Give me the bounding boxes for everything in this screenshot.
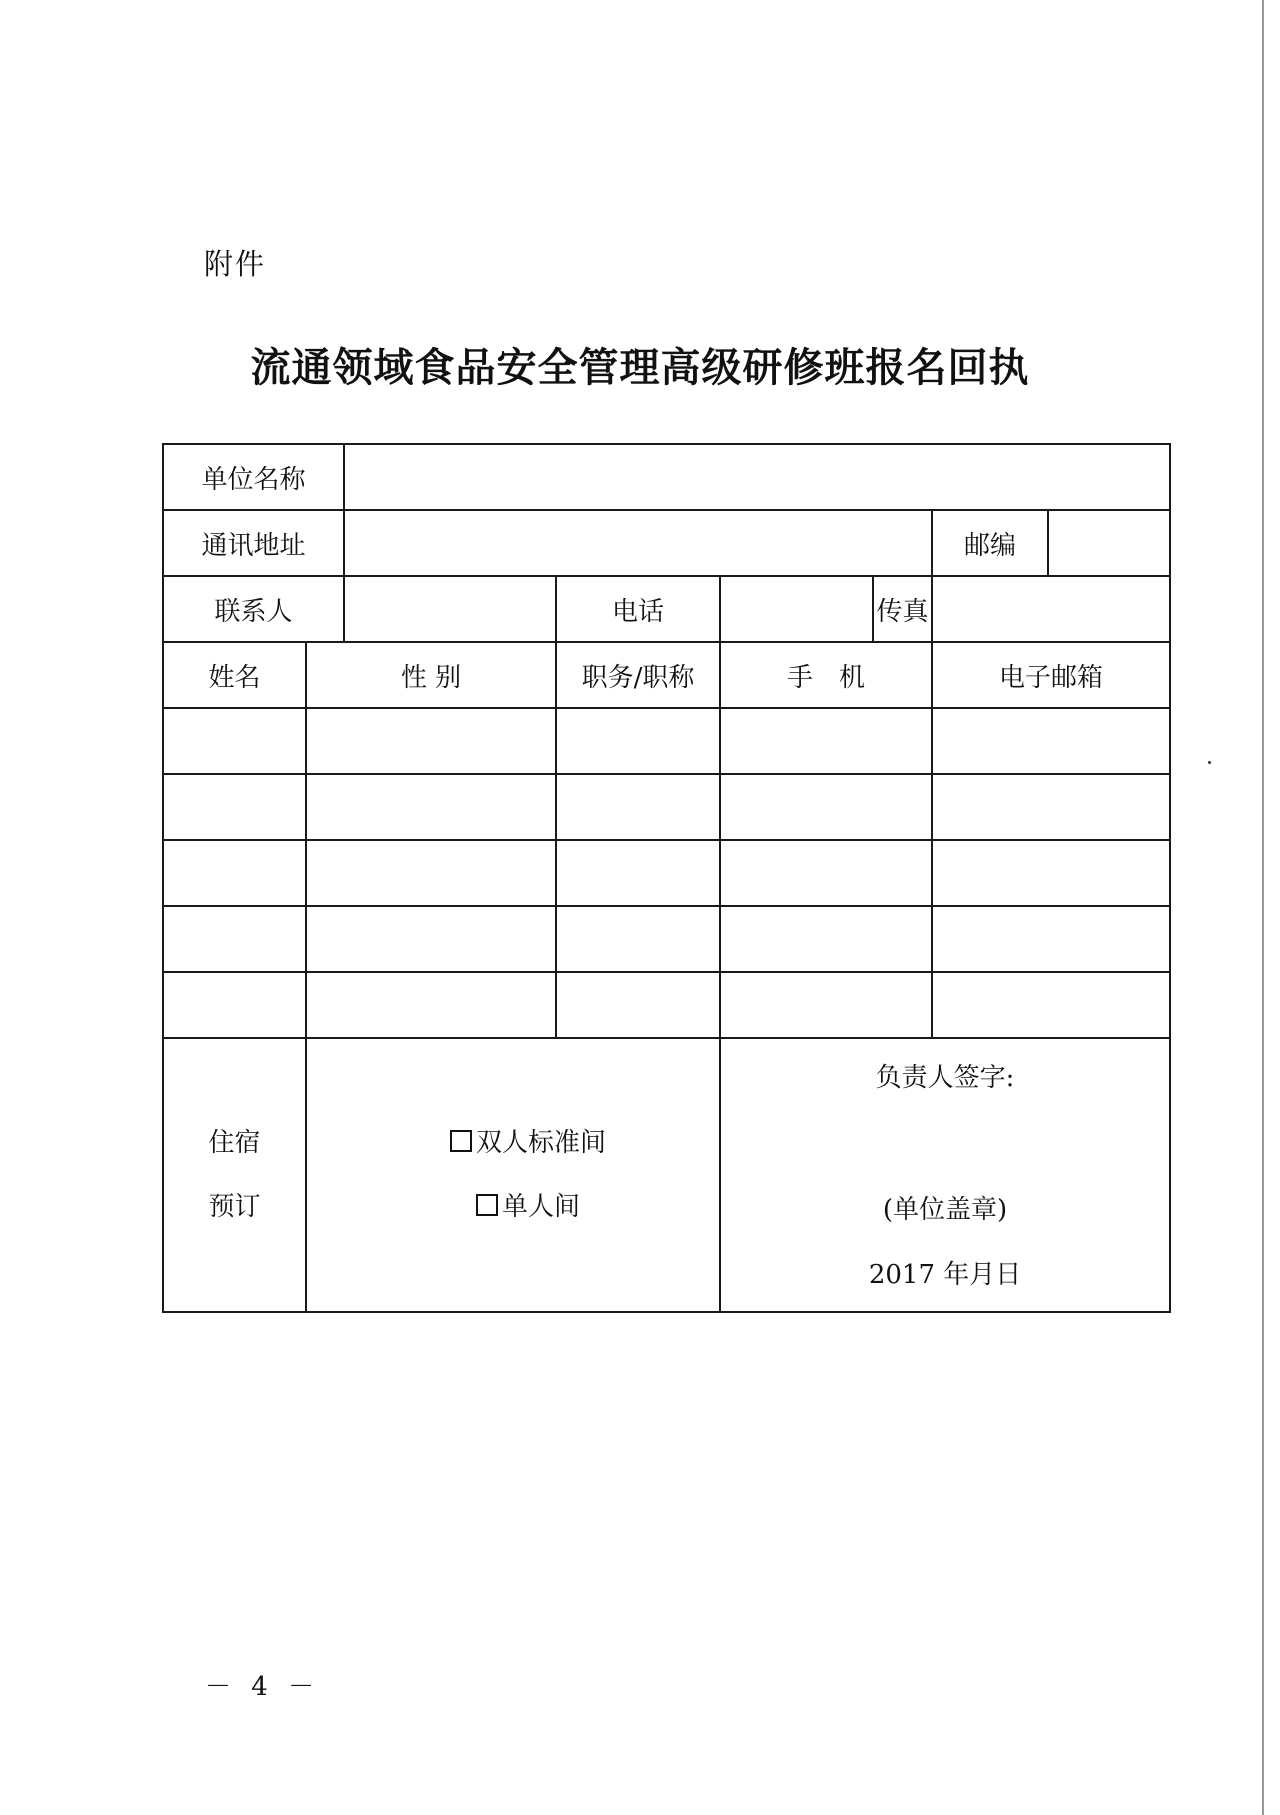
gender-cell[interactable]: [306, 774, 556, 840]
unit-name-row: [163, 444, 1170, 510]
name-cell[interactable]: [163, 972, 306, 1038]
name-cell[interactable]: [163, 840, 306, 906]
registration-form-table: [162, 443, 1171, 1313]
table-row: [163, 774, 1170, 840]
contact-label: 联系人: [163, 576, 344, 642]
room-double-label: 双人标准间: [476, 1128, 607, 1158]
mobile-cell[interactable]: [720, 972, 932, 1038]
name-cell[interactable]: [163, 906, 306, 972]
title-cell[interactable]: [556, 774, 720, 840]
col-header-mobile: 手 机: [720, 642, 932, 708]
table-row: [163, 708, 1170, 774]
signature-cell[interactable]: [720, 1038, 1170, 1312]
gender-cell[interactable]: [306, 972, 556, 1038]
mobile-cell[interactable]: [720, 774, 932, 840]
mobile-cell[interactable]: [720, 708, 932, 774]
page-title: 流通领域食品安全管理高级研修班报名回执: [250, 345, 1030, 391]
table-row: [163, 972, 1170, 1038]
email-cell[interactable]: [932, 840, 1170, 906]
postcode-field[interactable]: [1048, 510, 1170, 576]
gender-cell[interactable]: [306, 708, 556, 774]
checkbox-icon[interactable]: [476, 1194, 498, 1216]
contact-field[interactable]: [344, 576, 556, 642]
email-cell[interactable]: [932, 906, 1170, 972]
page-number: － 4 －: [205, 1672, 321, 1702]
page-edge-line: [1262, 0, 1264, 1815]
attachment-label: 附件: [204, 247, 267, 281]
gender-cell[interactable]: [306, 840, 556, 906]
lodging-label-line2: 预订: [208, 1192, 261, 1222]
fax-label: 传真: [873, 576, 932, 642]
title-cell[interactable]: [556, 708, 720, 774]
gender-cell[interactable]: [306, 906, 556, 972]
address-field[interactable]: [344, 510, 932, 576]
column-header-row: [163, 642, 1170, 708]
col-header-email: 电子邮箱: [932, 642, 1170, 708]
unit-name-label: 单位名称: [163, 444, 344, 510]
signature-label: 负责人签字:: [875, 1063, 1015, 1093]
email-cell[interactable]: [932, 774, 1170, 840]
mobile-cell[interactable]: [720, 840, 932, 906]
table-row: [163, 840, 1170, 906]
room-option-double[interactable]: [307, 1111, 719, 1175]
contact-row: [163, 576, 1170, 642]
title-cell[interactable]: [556, 840, 720, 906]
table-row: [163, 906, 1170, 972]
date-text: 2017 年月日: [868, 1260, 1022, 1290]
scan-speck: [1208, 761, 1211, 764]
phone-label: 电话: [556, 576, 720, 642]
col-header-title: 职务/职称: [556, 642, 720, 708]
address-row: [163, 510, 1170, 576]
lodging-label: [163, 1038, 306, 1312]
title-cell[interactable]: [556, 906, 720, 972]
email-cell[interactable]: [932, 708, 1170, 774]
col-header-gender: 性 别: [306, 642, 556, 708]
fax-field[interactable]: [932, 576, 1170, 642]
unit-name-field[interactable]: [344, 444, 1170, 510]
checkbox-icon[interactable]: [450, 1130, 472, 1152]
room-option-single[interactable]: [307, 1175, 719, 1239]
name-cell[interactable]: [163, 774, 306, 840]
lodging-label-line1: 住宿: [208, 1128, 261, 1158]
email-cell[interactable]: [932, 972, 1170, 1038]
col-header-name: 姓名: [163, 642, 306, 708]
title-cell[interactable]: [556, 972, 720, 1038]
address-label: 通讯地址: [163, 510, 344, 576]
seal-label: (单位盖章): [882, 1195, 1008, 1225]
postcode-label: 邮编: [932, 510, 1048, 576]
name-cell[interactable]: [163, 708, 306, 774]
lodging-row: [163, 1038, 1170, 1312]
room-single-label: 单人间: [502, 1192, 581, 1222]
phone-field[interactable]: [720, 576, 873, 642]
mobile-cell[interactable]: [720, 906, 932, 972]
room-options: [306, 1038, 720, 1312]
